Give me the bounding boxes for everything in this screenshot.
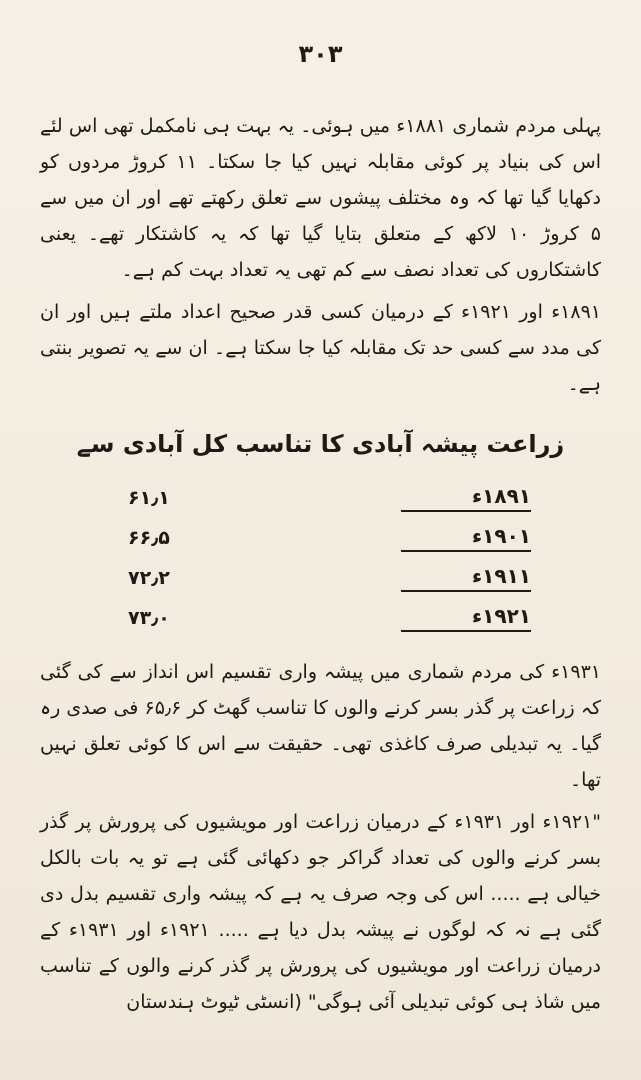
- row-year: ۱۹۰۱ء: [401, 524, 531, 552]
- paragraph-first-census: پہلی مردم شماری ۱۸۸۱ء میں ہوئی۔ یہ بہت ہی نامکمل تھی اس لئے اس کی بنیاد پر کوئی مقابلہ نہیں کیا جا سکتا۔ ۱۱ کروڑ مردوں کو دکھایا گیا تھا کہ وہ مختلف پیشوں سے تعلق رکھتے تھے اور ان میں سے ۵ کروڑ ۱۰ لاکھ کے متعلق بتایا گیا تھا کہ یہ کاشتکار تھے۔ یعنی کاشتکاروں کی تعداد نصف سے کم تھی یہ تعداد بہت کم ہے۔: [40, 115, 602, 281]
- row-year: ۱۹۱۱ء: [401, 564, 531, 592]
- table-row: [40, 558, 601, 598]
- row-value: ۷۳٫۰: [128, 607, 170, 629]
- paragraph-comparison-intro: ۱۸۹۱ء اور ۱۹۲۱ء کے درمیان کسی قدر صحیح اعداد ملتے ہیں اور ان کی مدد سے کسی حد تک مقابلہ کیا جا سکتا ہے۔ ان سے یہ تصویر بنتی ہے۔: [40, 301, 601, 395]
- ratio-table: [40, 478, 601, 638]
- paragraph-quotation: "۱۹۲۱ء اور ۱۹۳۱ء کے درمیان زراعت اور مویشیوں کی پرورش پر گذر بسر کرنے والوں کی تعداد گراکر جو دکھائی گئی ہے تو یہ بات بالکل خیالی ہے ..... اس کی وجہ صرف یہ ہے کہ پیشہ واری تقسیم بدل دی گئی ہے نہ کہ لوگوں نے پیشہ بدل دیا ہے ..... ۱۹۲۱ء اور ۱۹۳۱ء کے درمیان زراعت اور مویشیوں کی پرورش پر گذر کرنے والوں کے تناسب میں شاذ ہی کوئی تبدیلی آئی ہوگی" (انسٹی ٹیوٹ ہندستان: [40, 811, 601, 1013]
- row-year: ۱۸۹۱ء: [401, 484, 531, 512]
- table-row: [40, 598, 601, 638]
- table-heading: زراعت پیشہ آبادی کا تناسب کل آبادی سے: [76, 430, 565, 458]
- row-year: ۱۹۲۱ء: [401, 604, 531, 632]
- page-number: ۳۰۳: [298, 40, 343, 68]
- table-row: [40, 518, 601, 558]
- row-value: ۷۲٫۲: [128, 567, 170, 589]
- row-value: ۶۶٫۵: [128, 527, 170, 549]
- row-value: ۶۱٫۱: [128, 487, 170, 509]
- table-row: [40, 478, 601, 518]
- paragraph-1931-census: ۱۹۳۱ء کی مردم شماری میں پیشہ واری تقسیم اس انداز سے کی گئی کہ زراعت پر گذر بسر کرنے والوں کا تناسب گھٹ کر ۶۵٫۶ فی صدی رہ گیا۔ یہ تبدیلی صرف کاغذی تھی۔ حقیقت سے اس کا کوئی تعلق نہیں تھا۔: [40, 661, 601, 791]
